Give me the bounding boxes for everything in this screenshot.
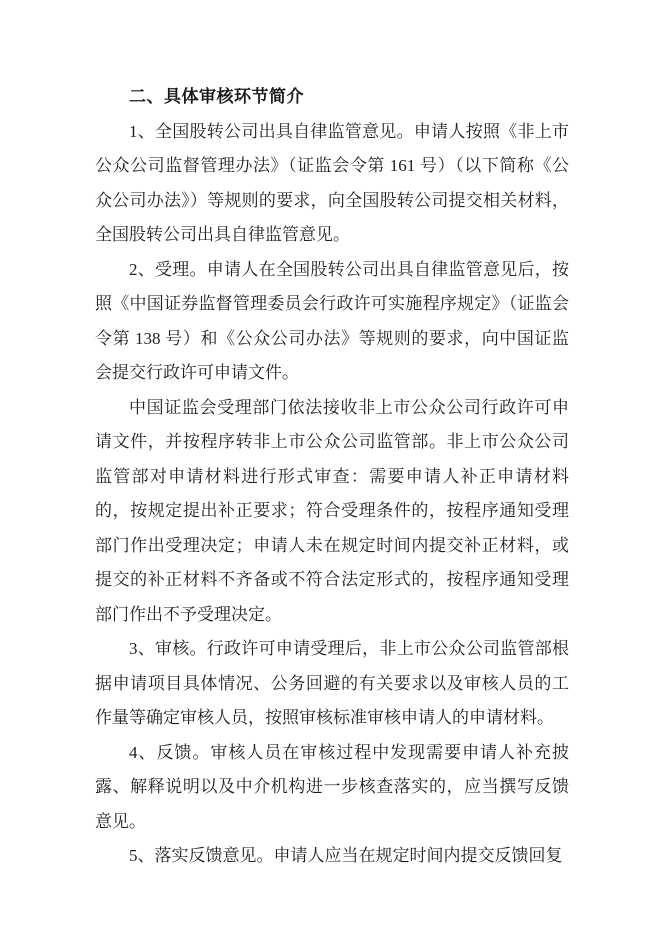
paragraph-step5-feedback-implementation: 5、落实反馈意见。申请人应当在规定时间内提交反馈回复	[129, 846, 563, 865]
paragraph-step2-acceptance: 2、受理。申请人在全国股转公司出具自律监管意见后，按照《中国证券监督管理委员会行政许可实施程序规定》（证监会令第 138 号）和《公众公司办法》等规则的要求，向中国证监会提交行政许可申请文件。	[95, 259, 569, 382]
section-heading: 二、具体审核环节简介	[129, 87, 304, 106]
document-body	[95, 80, 569, 874]
paragraph-acceptance-procedure-detail: 中国证监会受理部门依法接收非上市公众公司行政许可申请文件，并按程序转非上市公众公司监管部。非上市公众公司监管部对申请材料进行形式审查：需要申请人补正申请材料的，按规定提出补正要求；符合受理条件的，按程序通知受理部门作出受理决定；申请人未在规定时间内提交补正材料，或提交的补正材料不齐备或不符合法定形式的，按程序通知受理部门作出不予受理决定。	[95, 397, 569, 624]
paragraph-step1-self-regulatory-opinion: 1、全国股转公司出具自律监管意见。申请人按照《非上市公众公司监督管理办法》（证监会令第 161 号）（以下简称《公众公司办法》）等规则的要求，向全国股转公司提交相关材料，全国股转公司出具自律监管意见。	[95, 121, 569, 244]
paragraph-step3-review: 3、审核。行政许可申请受理后，非上市公众公司监管部根据申请项目具体情况、公务回避的有关要求以及审核人员的工作量等确定审核人员，按照审核标准审核申请人的申请材料。	[95, 639, 569, 727]
paragraph-step4-feedback: 4、反馈。审核人员在审核过程中发现需要申请人补充披露、解释说明以及中介机构进一步核查落实的，应当撰写反馈意见。	[95, 742, 569, 831]
